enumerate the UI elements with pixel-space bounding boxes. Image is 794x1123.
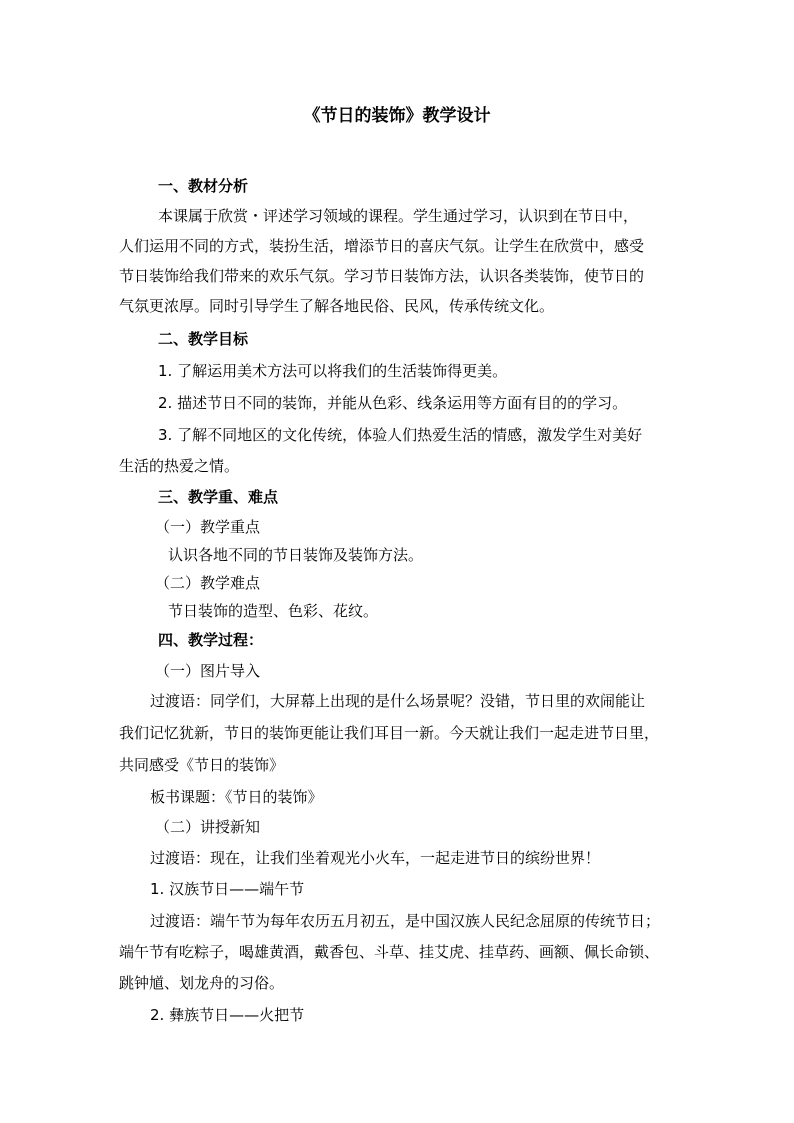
subheading-difficulty: （二）教学难点 (155, 574, 261, 592)
subheading-new-knowledge: （二）讲授新知 (155, 818, 261, 836)
section-heading-process: 四、教学过程： (158, 631, 264, 649)
document-title: 《节日的装饰》教学设计 (303, 106, 491, 126)
section-heading-key-points: 三、教学重、难点 (158, 488, 279, 506)
goal-item-3: 3. 了解不同地区的文化传统，体验人们热爱生活的情感，激发学生对美好 (158, 426, 643, 444)
focus-text: 认识各地不同的节日装饰及装饰方法。 (168, 546, 424, 564)
paragraph-line: 共同感受《节日的装饰》 (119, 756, 285, 774)
paragraph-line: 过渡语：同学们，大屏幕上出现的是什么场景呢？没错，节日里的欢闹能让 (150, 692, 646, 710)
difficulty-text: 节日装饰的造型、色彩、花纹。 (168, 602, 379, 620)
subheading-picture-intro: （一）图片导入 (155, 662, 261, 680)
festival-item-1: 1. 汉族节日——端午节 (150, 880, 305, 898)
section-heading-analysis: 一、教材分析 (158, 177, 249, 195)
board-title-line: 板书课题：《节日的装饰》 (150, 788, 323, 806)
paragraph-line: 我们记忆犹新，节日的装饰更能让我们耳目一新。今天就让我们一起走进节日里， (119, 724, 660, 742)
goal-item-3-continued: 生活的热爱之情。 (119, 457, 240, 475)
paragraph-line: 端午节有吃粽子，喝雄黄酒，戴香包、斗草、挂艾虎、挂草药、画额、佩长命锁、 (119, 943, 660, 961)
paragraph-line: 本课属于欣赏・评述学习领域的课程。学生通过学习，认识到在节日中， (158, 207, 639, 225)
paragraph-line: 过渡语：端午节为每年农历五月初五，是中国汉族人民纪念屈原的传统节日； (150, 912, 661, 930)
festival-item-2: 2. 彝族节日——火把节 (150, 1006, 305, 1024)
subheading-focus: （一）教学重点 (155, 518, 261, 536)
paragraph-line: 气氛更浓厚。同时引导学生了解各地民俗、民风，传承传统文化。 (119, 297, 555, 315)
goal-item-1: 1. 了解运用美术方法可以将我们的生活装饰得更美。 (158, 362, 508, 380)
paragraph-line: 节日装饰给我们带来的欢乐气氛。学习节日装饰方法，认识各类装饰，使节日的 (119, 267, 645, 285)
section-heading-goals: 二、教学目标 (158, 330, 249, 348)
paragraph-line: 人们运用不同的方式，装扮生活，增添节日的喜庆气氛。让学生在欣赏中，感受 (119, 237, 645, 255)
paragraph-line: 跳钟馗、划龙舟的习俗。 (119, 974, 285, 992)
goal-item-2: 2. 描述节日不同的装饰，并能从色彩、线条运用等方面有目的的学习。 (158, 394, 628, 412)
paragraph-line: 过渡语：现在，让我们坐着观光小火车，一起走进节日的缤纷世界！ (150, 849, 601, 867)
